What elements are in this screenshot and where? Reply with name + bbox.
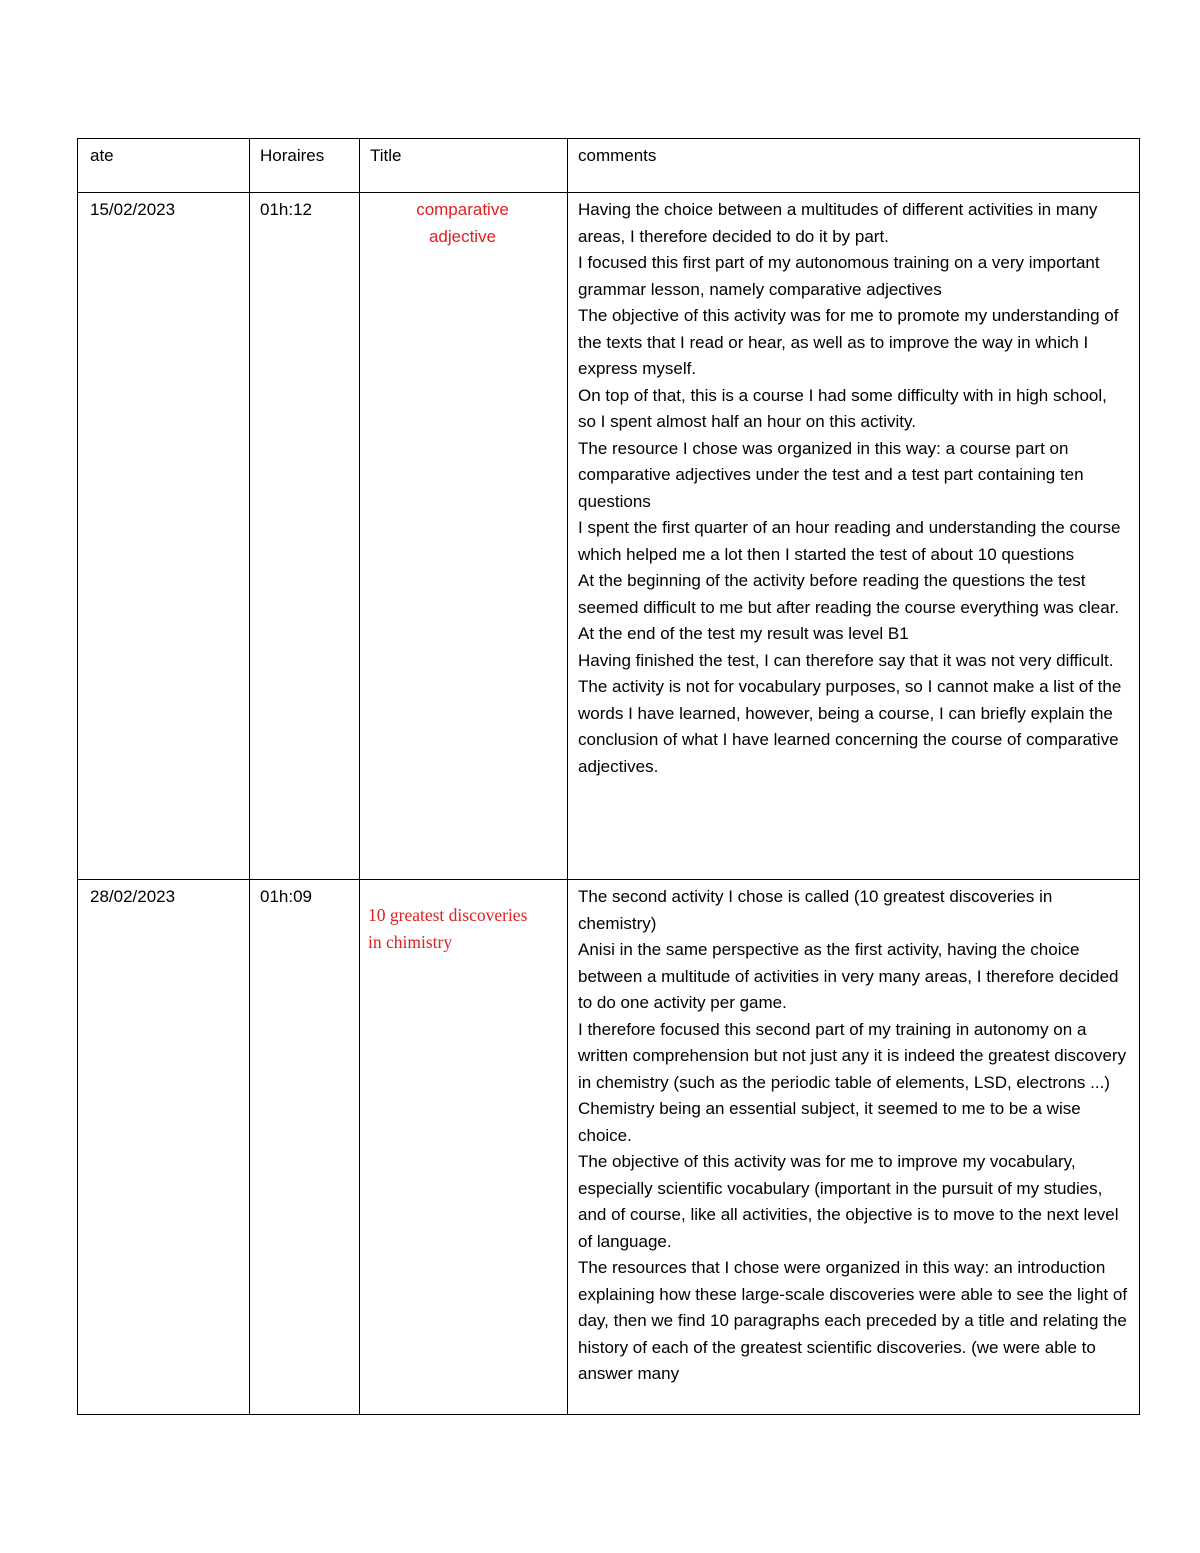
table-row	[78, 880, 1140, 1415]
entry-duration: 01h:12	[260, 200, 312, 219]
time-cell	[250, 880, 360, 1415]
comment-paragraph: Having the choice between a multitudes of different activities in many areas, I therefore decided to do it by part.	[578, 200, 1098, 246]
title-cell	[360, 193, 568, 880]
header-date: ate	[90, 146, 114, 165]
comment-paragraph: The objective of this activity was for me to promote my understanding of the texts that I read or hear, as well as to improve the way in which I express myself.	[578, 306, 1119, 378]
comment-paragraph: The resources that I chose were organized in this way: an introduction explaining how these large-scale discoveries were able to see the light of day, then we find 10 paragraphs each preceded by a title and relating the history of each of the greatest scientific discoveries. (we were able to answer many	[578, 1258, 1128, 1383]
entry-title	[360, 880, 567, 956]
comment-paragraph: I therefore focused this second part of my training in autonomy on a written comprehension but not just any it is indeed the greatest discovery in chemistry (such as the periodic table of elements, LSD, electrons ...)	[578, 1019, 1127, 1092]
entry-title-line-1: comparative	[416, 200, 509, 219]
comment-paragraph: On top of that, this is a course I had some difficulty with in high school, so I spent almost half an hour on this activity.	[578, 385, 1107, 431]
comments-cell	[568, 193, 1140, 880]
comment-paragraph: The activity is not for vocabulary purposes, so I cannot make a list of the words I have learned, however, being a course, I can briefly explain the conclusion of what I have learned concerning the course of comparative adjectives.	[578, 677, 1122, 776]
title-cell	[360, 880, 568, 1415]
entry-comments	[568, 193, 1139, 780]
header-comments-cell	[568, 139, 1140, 193]
comment-paragraph: The resource I chose was organized in this way: a course part on comparative adjectives under the test and a test part containing ten questions	[578, 438, 1084, 511]
date-cell	[78, 193, 250, 880]
time-cell	[250, 193, 360, 880]
activity-log-table	[77, 138, 1140, 1415]
comment-paragraph: The objective of this activity was for me to improve my vocabulary, especially scientific vocabulary (important in the pursuit of my studies, and of course, like all activities, the objective is to move to the next level of language.	[578, 1152, 1119, 1251]
entry-duration: 01h:09	[260, 887, 312, 906]
entry-date: 28/02/2023	[90, 887, 176, 906]
comment-paragraph: At the beginning of the activity before reading the questions the test seemed difficult to me but after reading the course everything was clear. At the end of the test my result was level B1	[578, 571, 1120, 643]
entry-title-line-1: 10 greatest discoveries	[368, 905, 528, 925]
entry-title-line-2: in chimistry	[368, 932, 453, 952]
comments-cell	[568, 880, 1140, 1415]
entry-title-line-2: adjective	[428, 226, 497, 246]
header-title: Title	[370, 146, 402, 165]
header-title-cell	[360, 139, 568, 193]
header-date-cell	[78, 139, 250, 193]
header-time: Horaires	[260, 146, 325, 165]
header-comments: comments	[578, 146, 657, 165]
header-time-cell	[250, 139, 360, 193]
entry-comments	[568, 880, 1139, 1412]
comment-paragraph: Anisi in the same perspective as the first activity, having the choice between a multitude of activities in very many areas, I therefore decided to do one activity per game.	[578, 940, 1119, 1012]
entry-title	[360, 193, 567, 250]
comment-paragraph: Having finished the test, I can therefore say that it was not very difficult.	[578, 650, 1114, 670]
comment-paragraph: The second activity I chose is called (10 greatest discoveries in chemistry)	[578, 887, 1053, 933]
table-header-row	[78, 139, 1140, 193]
comment-paragraph: I spent the first quarter of an hour reading and understanding the course which helped me a lot then I started the test of about 10 questions	[578, 518, 1121, 564]
entry-date: 15/02/2023	[90, 200, 176, 219]
table-row	[78, 193, 1140, 880]
date-cell	[78, 880, 250, 1415]
comment-paragraph: I focused this first part of my autonomous training on a very important grammar lesson, namely comparative adjectives	[578, 253, 1100, 299]
comment-paragraph: Chemistry being an essential subject, it seemed to me to be a wise choice.	[578, 1099, 1081, 1145]
